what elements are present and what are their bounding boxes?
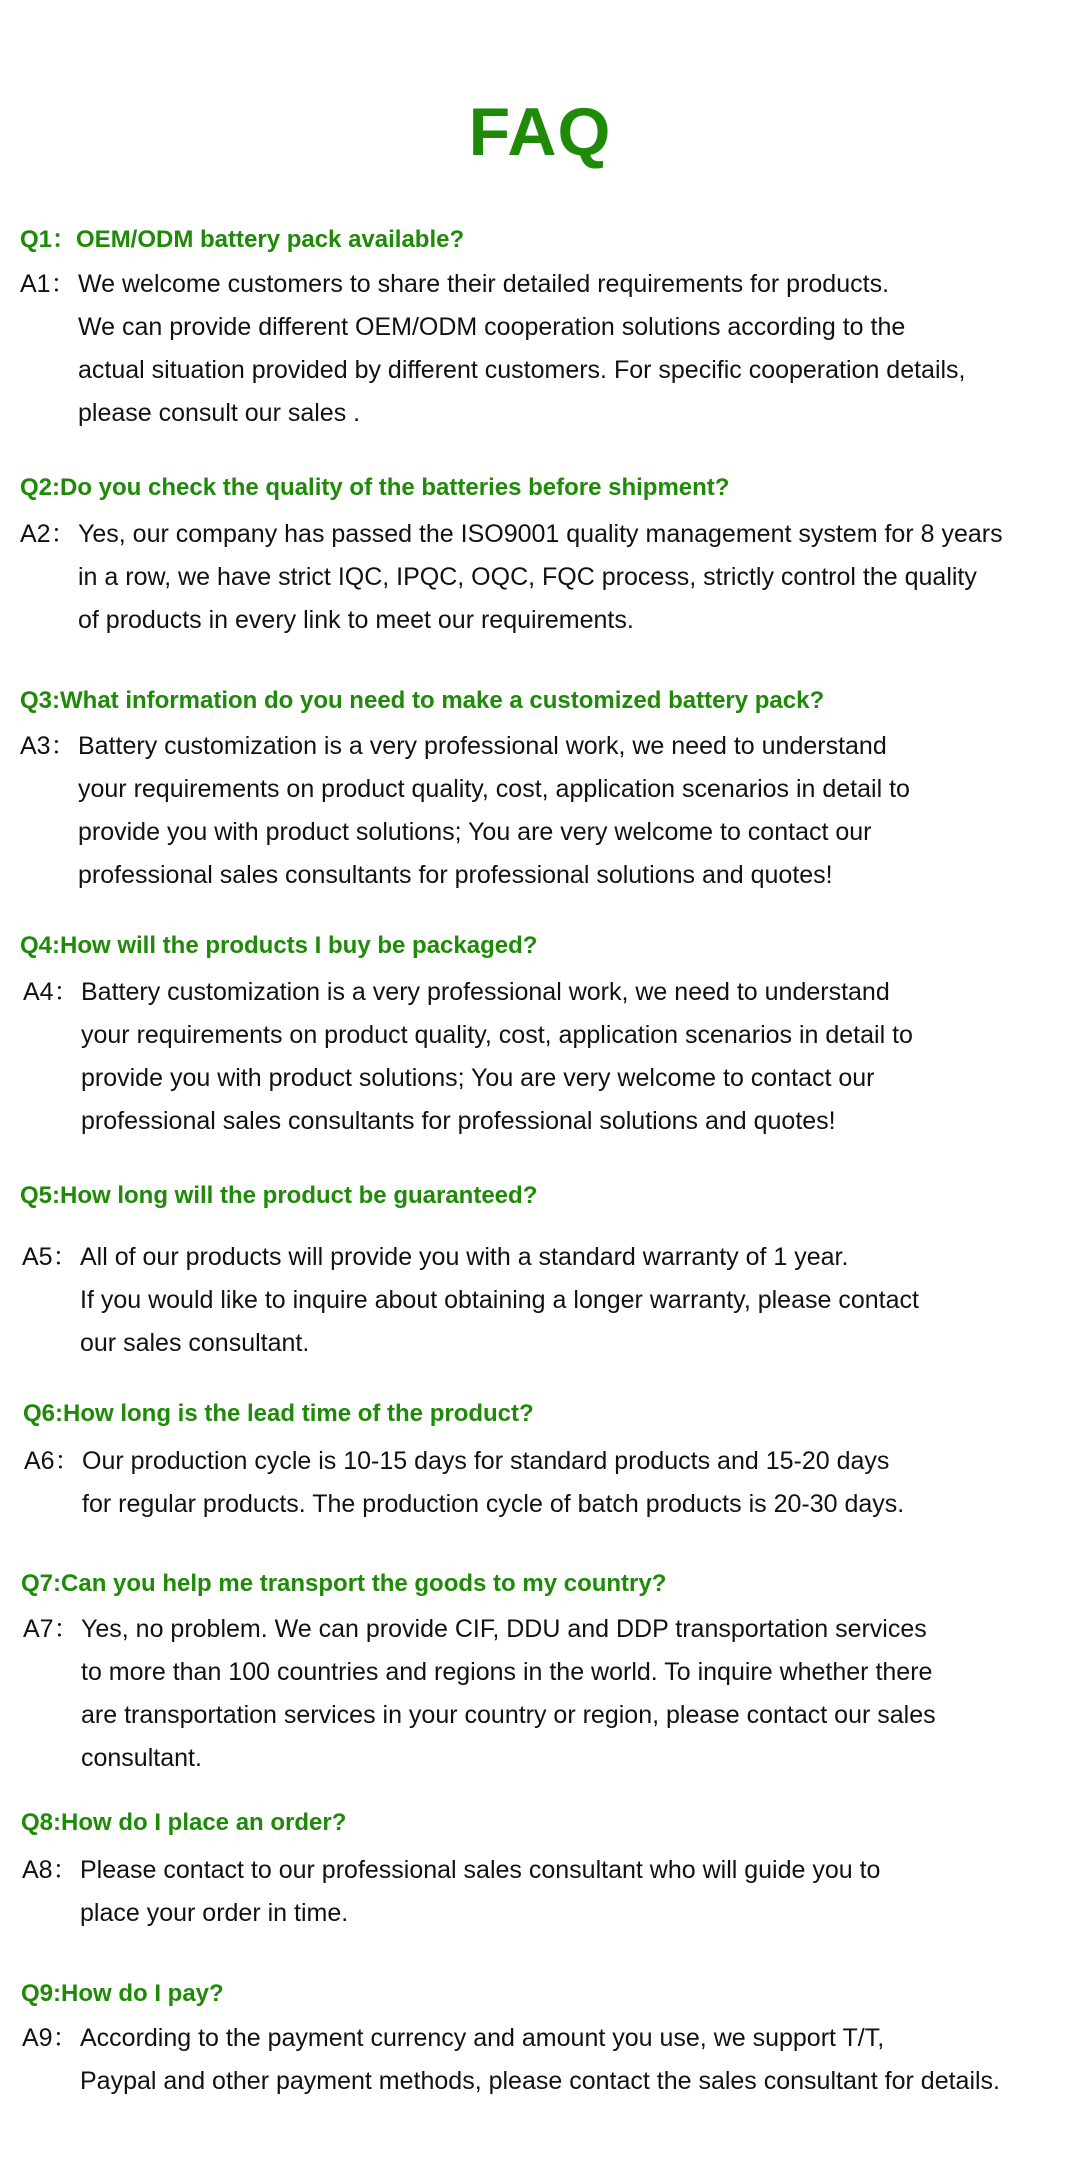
answer-text: your requirements on product quality, cost, application scenarios in detail to bbox=[78, 775, 910, 803]
answer-line bbox=[20, 263, 966, 306]
answer-line bbox=[20, 556, 1003, 599]
answer-line bbox=[22, 1849, 880, 1892]
faq-answer-1 bbox=[20, 263, 966, 435]
faq-answer-4 bbox=[23, 971, 913, 1143]
answer-prefix: A5： bbox=[22, 1243, 78, 1271]
answer-text: Yes, our company has passed the ISO9001 quality management system for 8 years bbox=[78, 520, 1003, 548]
answer-line bbox=[20, 306, 966, 349]
answer-text: actual situation provided by different customers. For specific cooperation details, bbox=[78, 356, 966, 384]
answer-prefix: A7： bbox=[23, 1615, 79, 1643]
answer-line bbox=[22, 1892, 880, 1935]
answer-line bbox=[24, 1483, 904, 1526]
answer-text: We can provide different OEM/ODM cooperation solutions according to the bbox=[78, 313, 906, 341]
faq-answer-7 bbox=[23, 1608, 936, 1780]
answer-prefix: A9： bbox=[22, 2024, 78, 2052]
answer-line bbox=[20, 349, 966, 392]
faq-question-4: Q4:How will the products I buy be packaged? bbox=[20, 932, 538, 959]
answer-text: your requirements on product quality, cost, application scenarios in detail to bbox=[81, 1021, 913, 1049]
answer-text: professional sales consultants for professional solutions and quotes! bbox=[81, 1107, 836, 1135]
answer-text: Battery customization is a very professional work, we need to understand bbox=[78, 732, 887, 760]
faq-question-3: Q3:What information do you need to make a customized battery pack? bbox=[20, 687, 825, 714]
answer-line bbox=[24, 1440, 904, 1483]
answer-line bbox=[20, 854, 910, 897]
answer-text: please consult our sales . bbox=[78, 399, 361, 427]
answer-line bbox=[23, 1737, 936, 1780]
faq-question-5: Q5:How long will the product be guaranteed? bbox=[20, 1182, 538, 1209]
faq-answer-8 bbox=[22, 1849, 880, 1935]
answer-line bbox=[23, 1694, 936, 1737]
faq-question-9: Q9:How do I pay? bbox=[21, 1980, 224, 2007]
faq-question-1: Q1：OEM/ODM battery pack available? bbox=[20, 226, 465, 253]
answer-line bbox=[20, 599, 1003, 642]
answer-prefix: A6： bbox=[24, 1447, 80, 1475]
answer-text: Yes, no problem. We can provide CIF, DDU and DDP transportation services bbox=[81, 1615, 927, 1643]
answer-line bbox=[23, 1057, 913, 1100]
faq-answer-6 bbox=[24, 1440, 904, 1526]
answer-text: of products in every link to meet our requirements. bbox=[78, 606, 634, 634]
faq-answer-2 bbox=[20, 513, 1003, 642]
answer-line bbox=[20, 392, 966, 435]
answer-line bbox=[20, 725, 910, 768]
answer-text: We welcome customers to share their detailed requirements for products. bbox=[78, 270, 890, 298]
answer-line bbox=[22, 2017, 1000, 2060]
answer-line bbox=[23, 1651, 936, 1694]
faq-question-7: Q7:Can you help me transport the goods to my country? bbox=[21, 1570, 667, 1597]
faq-answer-5 bbox=[22, 1236, 919, 1365]
faq-answer-9 bbox=[22, 2017, 1000, 2103]
answer-line bbox=[23, 1608, 936, 1651]
answer-text: for regular products. The production cycle of batch products is 20-30 days. bbox=[82, 1490, 905, 1518]
answer-line bbox=[23, 1100, 913, 1143]
answer-line bbox=[20, 513, 1003, 556]
answer-line bbox=[22, 1279, 919, 1322]
faq-question-2: Q2:Do you check the quality of the batteries before shipment? bbox=[20, 474, 730, 501]
answer-text: to more than 100 countries and regions in the world. To inquire whether there bbox=[81, 1658, 933, 1686]
answer-line bbox=[22, 2060, 1000, 2103]
answer-line bbox=[22, 1236, 919, 1279]
answer-text: our sales consultant. bbox=[80, 1329, 310, 1357]
page-title: FAQ bbox=[468, 94, 612, 170]
answer-text: in a row, we have strict IQC, IPQC, OQC, FQC process, strictly control the quality bbox=[78, 563, 977, 591]
answer-text: Our production cycle is 10-15 days for standard products and 15-20 days bbox=[82, 1447, 890, 1475]
answer-line bbox=[23, 1014, 913, 1057]
answer-text: All of our products will provide you with a standard warranty of 1 year. bbox=[80, 1243, 849, 1271]
answer-text: place your order in time. bbox=[80, 1899, 349, 1927]
answer-text: provide you with product solutions; You are very welcome to contact our bbox=[81, 1064, 875, 1092]
answer-text: consultant. bbox=[81, 1744, 202, 1772]
faq-question-8: Q8:How do I place an order? bbox=[21, 1809, 347, 1836]
answer-prefix: A3： bbox=[20, 732, 76, 760]
answer-text: If you would like to inquire about obtaining a longer warranty, please contact bbox=[80, 1286, 919, 1314]
answer-prefix: A8： bbox=[22, 1856, 78, 1884]
answer-text: are transportation services in your country or region, please contact our sales bbox=[81, 1701, 936, 1729]
answer-text: Battery customization is a very professional work, we need to understand bbox=[81, 978, 890, 1006]
answer-text: Please contact to our professional sales consultant who will guide you to bbox=[80, 1856, 881, 1884]
answer-text: provide you with product solutions; You are very welcome to contact our bbox=[78, 818, 872, 846]
answer-line bbox=[23, 971, 913, 1014]
answer-text: Paypal and other payment methods, please contact the sales consultant for details. bbox=[80, 2067, 1000, 2095]
answer-line bbox=[20, 811, 910, 854]
answer-prefix: A2： bbox=[20, 520, 76, 548]
answer-line bbox=[22, 1322, 919, 1365]
answer-prefix: A4： bbox=[23, 978, 79, 1006]
answer-line bbox=[20, 768, 910, 811]
answer-text: professional sales consultants for professional solutions and quotes! bbox=[78, 861, 833, 889]
answer-prefix: A1： bbox=[20, 270, 76, 298]
faq-question-6: Q6:How long is the lead time of the product? bbox=[23, 1400, 534, 1427]
answer-text: According to the payment currency and amount you use, we support T/T, bbox=[80, 2024, 885, 2052]
faq-answer-3 bbox=[20, 725, 910, 897]
